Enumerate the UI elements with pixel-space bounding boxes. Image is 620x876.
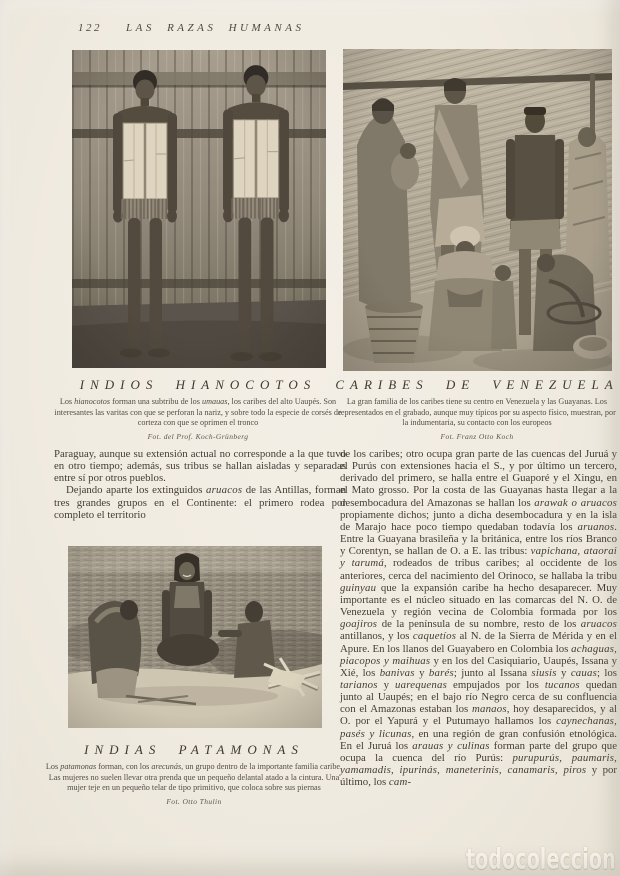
- photo-caribes-de-venezuela: [343, 49, 612, 371]
- caption-heading: CARIBES DE VENEZUELA: [335, 377, 619, 392]
- caption-caribes-de-venezuela: [335, 377, 619, 441]
- caption-text: La gran familia de los caribes tiene su centro en Venezuela y las Guayanas. Los representados en el grabado, aunque muy típicos por su aspecto físico, muestran, por la indumentaria, su contacto con los europeos: [338, 397, 616, 428]
- figure-caribes-de-venezuela: [343, 49, 612, 371]
- body-column-left: [54, 448, 346, 521]
- photo-indios-hianocotos: [72, 50, 326, 368]
- paragraph: Paraguay, aunque su extensión actual no corresponde a la que tuvo en otro tiempo; además, sus tribus se hallan aisladas y separadas entre sí por otros pueblos.: [54, 448, 346, 485]
- body-column-right: [340, 448, 617, 788]
- caption-heading: INDIOS HIANOCOTOS: [79, 377, 317, 392]
- caption-indios-hianocotos: [46, 377, 350, 441]
- figure-indios-hianocotos: [72, 50, 326, 368]
- caption-text: Los hianocotos forman una subtribu de los umauas, los caribes del alto Uaupés. Son interesantes las varitas con que se perforan la nariz, y sobre todo la especie de corsés de corteza con que se oprimen el tronco: [54, 397, 342, 428]
- page-number: 122: [78, 22, 102, 34]
- paragraph: de los caribes; otro ocupa gran parte de las cuencas del Juruá y el Purús con extensiones hacia el S., y por último un tercero, derivado del primero, se halla entre el Guaporé y el Xingu, en el Mato grosso. Por la costa de las Guayanas hasta llegar a la desembocadura del Amazonas se hallan los arawak o aruacos propiamente dichos; junto a dicha desembocadura y en la isla de Marajo hace poco tiempo quedaban todavía los aruanos. Entre la Guayana brasileña y la británica, entre los ríos Branco y Corentyn, se hallan de O. a E. las tribus: vapichana, ataorai y tarumá, rodeados de tribus caribes; al occidente de los anteriores, cerca del nacimiento del Orinoco, se hallaba la tribu guinyau que la expansión caribe ha hecho desaparecer. Muy importante es el núcleo situado en las comarcas del N. O. de Venezuela y región vecina de Colombia formada por los goajiros de la península de su nombre, resto de los aruacos antillanos, y los caquetíos al N. de la Sierra de Mérida y en el Apure. En los llanos del Guayabero en Colombia los achaguas, piacopos y maihuas y en los del Casiquiario, Uaupés, Issana y Xié, los banivas y barés; junto al Issana siusis y cauas; los tarianos y uarequenas empujados por los tucanos quedan junto al Uaupés; en el bajo río Negro cerca de su confluencia con el Amazonas estaban los manaos, hoy desaparecidos, y al O. por el Yapurá y el Putumayo hallamos los caynechanas, pasés y licunas, en una región de gran confusión etnológica. En el Juruá los arauas y culinas forman parte del grupo que ocupa la cuenca del río Purús: purupurús, paumaris, yamamadis, ipurinás, maneterinis, canamaris, piros y por último, los cam-: [340, 448, 618, 789]
- caption-heading: INDIAS PATAMONAS: [84, 742, 304, 757]
- caption-text: Los patamonas forman, con los arecunás, un grupo dentro de la importante familia caribe. Las mujeres no suelen llevar otra prenda que un pequeño delantal atado a la cintura. Una mujer teje en un pequeño telar de tipo primitivo, que coloca sobre sus piernas: [45, 762, 343, 793]
- running-header: [78, 22, 304, 34]
- photo-credit: Fot. Franz Otto Koch: [440, 431, 514, 441]
- page-title: LAS RAZAS HUMANAS: [126, 22, 305, 34]
- photo-indias-patamonas: [68, 546, 322, 728]
- caption-indias-patamonas: [40, 742, 348, 806]
- photo-credit: Fot. del Prof. Koch-Grünberg: [147, 431, 249, 441]
- photo-credit: Fot. Otto Thulin: [166, 796, 222, 806]
- watermark: todocoleccion: [466, 842, 616, 876]
- figure-indias-patamonas: [68, 546, 322, 728]
- paragraph: Dejando aparte los extinguidos aruacos de las Antillas, forman tres grandes grupos en el Continente: el primero rodea por completo el territorio: [54, 484, 347, 521]
